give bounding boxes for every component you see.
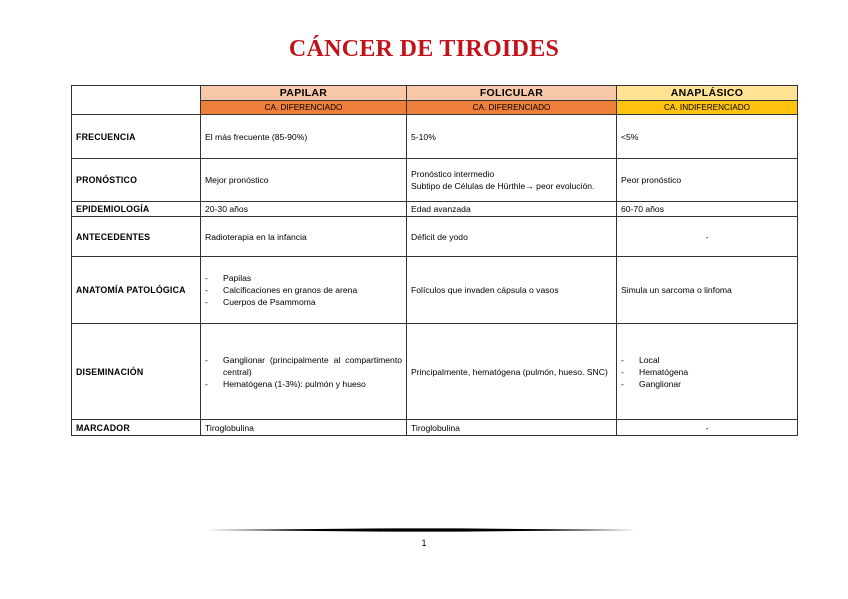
row-label-epidemiologia: EPIDEMIOLOGÍA — [72, 202, 201, 217]
header-row — [72, 86, 798, 101]
page-title: CÁNCER DE TIROIDES — [288, 36, 560, 62]
table-row-anatomia — [72, 257, 798, 324]
cell-marcador-folicular: Tiroglobulina — [407, 420, 617, 436]
list-item: - Calcificaciones en granos de arena — [205, 284, 402, 296]
list-item: - Cuerpos de Psammoma — [205, 296, 402, 308]
list-item: - Hematógena (1-3%): pulmón y hueso — [205, 378, 402, 390]
cell-antecedentes-papilar: Radioterapia en la infancia — [201, 217, 407, 257]
table-row-antecedentes — [72, 217, 798, 257]
cell-epidemiologia-papilar: 20-30 años — [201, 202, 407, 217]
row-label-antecedentes: ANTECEDENTES — [72, 217, 201, 257]
cell-antecedentes-folicular: Déficit de yodo — [407, 217, 617, 257]
cell-antecedentes-anaplasico: - — [617, 217, 798, 257]
cell-anatomia-papilar — [201, 257, 407, 324]
table-row-marcador — [72, 420, 798, 436]
row-label-diseminacion: DISEMINACIÓN — [72, 324, 201, 420]
diseminacion-papilar-list — [205, 354, 402, 390]
cell-epidemiologia-folicular: Edad avanzada — [407, 202, 617, 217]
list-item: - Ganglionar (principalmente al compartimento central) — [205, 354, 402, 378]
column-header-anaplasico: ANAPLÁSICO — [617, 86, 798, 101]
diseminacion-anaplasico-list — [621, 354, 793, 390]
page-number: 1 — [421, 538, 427, 548]
subheader-papilar: CA. DIFERENCIADO — [201, 101, 407, 115]
cell-frecuencia-folicular: 5-10% — [407, 115, 617, 159]
table-row-pronostico — [72, 159, 798, 202]
subheader-anaplasico: CA. INDIFERENCIADO — [617, 101, 798, 115]
column-header-papilar: PAPILAR — [201, 86, 407, 101]
subheader-folicular: CA. DIFERENCIADO — [407, 101, 617, 115]
row-label-anatomia: ANATOMÍA PATOLÓGICA — [72, 257, 201, 324]
cell-marcador-anaplasico: - — [617, 420, 798, 436]
column-header-folicular: FOLICULAR — [407, 86, 617, 101]
table-row-epidemiologia — [72, 202, 798, 217]
cell-diseminacion-folicular: Principalmente, hematógena (pulmón, hueso. SNC) — [407, 324, 617, 420]
cell-anatomia-folicular: Folículos que invaden cápsula o vasos — [407, 257, 617, 324]
table-row-frecuencia — [72, 115, 798, 159]
footer-divider — [206, 528, 641, 532]
cell-pronostico-anaplasico: Peor pronóstico — [617, 159, 798, 202]
pronostico-folicular-line-2: Subtipo de Células de Hürthle→ peor evolución. — [411, 181, 595, 191]
row-label-frecuencia: FRECUENCIA — [72, 115, 201, 159]
table-row-diseminacion — [72, 324, 798, 420]
anatomia-papilar-list — [205, 272, 402, 308]
pronostico-folicular-line-1: Pronóstico intermedio — [411, 169, 495, 179]
list-item: - Hematógena — [621, 366, 793, 378]
cell-diseminacion-papilar — [201, 324, 407, 420]
list-item: - Local — [621, 354, 793, 366]
cell-frecuencia-anaplasico: <5% — [617, 115, 798, 159]
cell-pronostico-papilar: Mejor pronóstico — [201, 159, 407, 202]
list-item: - Papilas — [205, 272, 402, 284]
cell-diseminacion-anaplasico — [617, 324, 798, 420]
cell-pronostico-folicular — [407, 159, 617, 202]
list-item: - Ganglionar — [621, 378, 793, 390]
row-label-pronostico: PRONÓSTICO — [72, 159, 201, 202]
thyroid-cancer-table — [71, 85, 798, 436]
row-label-marcador: MARCADOR — [72, 420, 201, 436]
cell-anatomia-anaplasico: Simula un sarcoma o linfoma — [617, 257, 798, 324]
cell-frecuencia-papilar: El más frecuente (85-90%) — [201, 115, 407, 159]
cell-marcador-papilar: Tiroglobulina — [201, 420, 407, 436]
corner-cell — [72, 86, 201, 115]
cell-epidemiologia-anaplasico: 60-70 años — [617, 202, 798, 217]
